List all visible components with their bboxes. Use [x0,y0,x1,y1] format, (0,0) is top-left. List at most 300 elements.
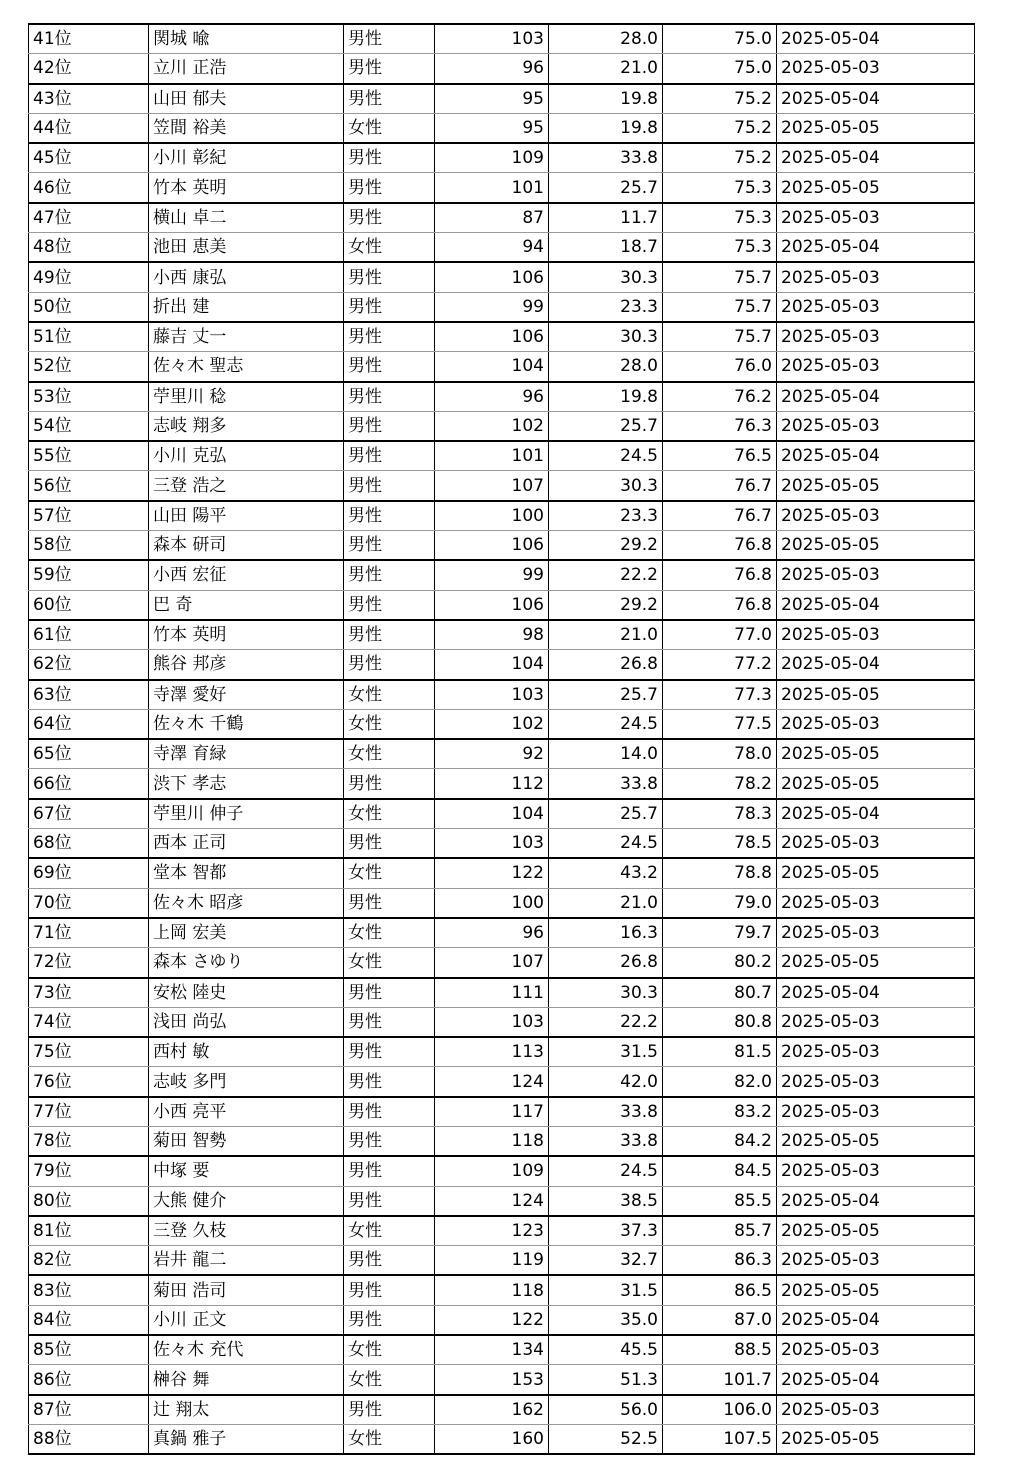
value3-cell: 75.7 [663,262,777,292]
date-cell: 2025-05-03 [777,1007,975,1037]
value1-cell: 107 [435,471,549,501]
value2-cell: 43.2 [549,858,663,888]
date-cell: 2025-05-04 [777,1186,975,1216]
value1-cell: 102 [435,709,549,739]
rank-cell: 71位 [29,918,149,948]
gender-cell: 男性 [344,1156,435,1186]
value3-cell: 87.0 [663,1305,777,1335]
value2-cell: 28.0 [549,352,663,382]
rank-cell: 83位 [29,1275,149,1305]
value2-cell: 16.3 [549,918,663,948]
gender-cell: 男性 [344,888,435,918]
rank-cell: 88位 [29,1424,149,1454]
name-cell: 苧里川 伸子 [149,799,344,829]
gender-cell: 男性 [344,1246,435,1276]
value3-cell: 78.3 [663,799,777,829]
table-row [29,888,975,918]
value3-cell: 75.3 [663,233,777,263]
value3-cell: 79.0 [663,888,777,918]
rank-cell: 63位 [29,680,149,710]
value3-cell: 76.2 [663,382,777,412]
name-cell: 立川 正浩 [149,54,344,84]
date-cell: 2025-05-03 [777,54,975,84]
name-cell: 竹本 英明 [149,173,344,203]
gender-cell: 女性 [344,858,435,888]
gender-cell: 男性 [344,143,435,173]
value1-cell: 162 [435,1395,549,1425]
table-row [29,1246,975,1276]
rank-cell: 85位 [29,1335,149,1365]
value3-cell: 76.3 [663,411,777,441]
name-cell: 榊谷 舞 [149,1365,344,1395]
table-row [29,292,975,322]
value2-cell: 23.3 [549,292,663,322]
date-cell: 2025-05-05 [777,680,975,710]
date-cell: 2025-05-05 [777,769,975,799]
value3-cell: 82.0 [663,1067,777,1097]
name-cell: 山田 陽平 [149,501,344,531]
value3-cell: 80.2 [663,948,777,978]
date-cell: 2025-05-03 [777,292,975,322]
name-cell: 渋下 孝志 [149,769,344,799]
table-row [29,1126,975,1156]
name-cell: 三登 浩之 [149,471,344,501]
value3-cell: 77.5 [663,709,777,739]
value2-cell: 30.3 [549,471,663,501]
value2-cell: 23.3 [549,501,663,531]
name-cell: 折出 建 [149,292,344,322]
date-cell: 2025-05-03 [777,709,975,739]
value2-cell: 24.5 [549,829,663,859]
date-cell: 2025-05-04 [777,978,975,1008]
rank-cell: 78位 [29,1126,149,1156]
rank-cell: 56位 [29,471,149,501]
value2-cell: 18.7 [549,233,663,263]
rank-cell: 57位 [29,501,149,531]
gender-cell: 男性 [344,24,435,54]
rank-cell: 81位 [29,1216,149,1246]
value1-cell: 134 [435,1335,549,1365]
gender-cell: 女性 [344,233,435,263]
value2-cell: 42.0 [549,1067,663,1097]
table-row [29,322,975,352]
gender-cell: 男性 [344,501,435,531]
gender-cell: 女性 [344,1216,435,1246]
value1-cell: 106 [435,531,549,561]
name-cell: 寺澤 愛好 [149,680,344,710]
gender-cell: 男性 [344,1037,435,1067]
rank-cell: 65位 [29,739,149,769]
rank-cell: 79位 [29,1156,149,1186]
rank-cell: 42位 [29,54,149,84]
value3-cell: 75.7 [663,292,777,322]
value3-cell: 86.5 [663,1275,777,1305]
name-cell: 小西 康弘 [149,262,344,292]
value3-cell: 76.7 [663,471,777,501]
value1-cell: 153 [435,1365,549,1395]
gender-cell: 男性 [344,292,435,322]
date-cell: 2025-05-03 [777,203,975,233]
name-cell: 大熊 健介 [149,1186,344,1216]
table-row [29,858,975,888]
value3-cell: 80.7 [663,978,777,1008]
rank-cell: 75位 [29,1037,149,1067]
table-row [29,501,975,531]
date-cell: 2025-05-03 [777,411,975,441]
value3-cell: 75.2 [663,113,777,143]
value1-cell: 104 [435,650,549,680]
value1-cell: 122 [435,1305,549,1335]
value1-cell: 100 [435,501,549,531]
gender-cell: 男性 [344,1395,435,1425]
gender-cell: 男性 [344,1275,435,1305]
value1-cell: 122 [435,858,549,888]
name-cell: 上岡 宏美 [149,918,344,948]
name-cell: 佐々木 昭彦 [149,888,344,918]
table-row [29,918,975,948]
date-cell: 2025-05-03 [777,620,975,650]
rank-cell: 54位 [29,411,149,441]
date-cell: 2025-05-03 [777,352,975,382]
rank-cell: 51位 [29,322,149,352]
name-cell: 笠間 裕美 [149,113,344,143]
value1-cell: 123 [435,1216,549,1246]
value1-cell: 109 [435,143,549,173]
date-cell: 2025-05-03 [777,322,975,352]
name-cell: 中塚 要 [149,1156,344,1186]
value2-cell: 56.0 [549,1395,663,1425]
table-row [29,590,975,620]
name-cell: 藤吉 丈一 [149,322,344,352]
table-row [29,203,975,233]
table-row [29,531,975,561]
table-row [29,84,975,114]
name-cell: 山田 郁夫 [149,84,344,114]
table-row [29,113,975,143]
value2-cell: 21.0 [549,888,663,918]
date-cell: 2025-05-05 [777,531,975,561]
value2-cell: 33.8 [549,143,663,173]
name-cell: 熊谷 邦彦 [149,650,344,680]
table-row [29,978,975,1008]
rank-cell: 49位 [29,262,149,292]
table-row [29,739,975,769]
value2-cell: 14.0 [549,739,663,769]
rank-cell: 50位 [29,292,149,322]
rank-cell: 69位 [29,858,149,888]
date-cell: 2025-05-04 [777,590,975,620]
value3-cell: 83.2 [663,1097,777,1127]
table-row [29,1186,975,1216]
table-row [29,441,975,471]
value2-cell: 24.5 [549,1156,663,1186]
rank-cell: 80位 [29,1186,149,1216]
gender-cell: 男性 [344,620,435,650]
rank-cell: 70位 [29,888,149,918]
name-cell: 浅田 尚弘 [149,1007,344,1037]
rank-cell: 76位 [29,1067,149,1097]
date-cell: 2025-05-03 [777,1097,975,1127]
name-cell: 佐々木 聖志 [149,352,344,382]
rank-cell: 64位 [29,709,149,739]
value1-cell: 124 [435,1067,549,1097]
rank-cell: 60位 [29,590,149,620]
value1-cell: 106 [435,262,549,292]
rank-cell: 72位 [29,948,149,978]
rank-cell: 61位 [29,620,149,650]
name-cell: 菊田 智勢 [149,1126,344,1156]
gender-cell: 男性 [344,322,435,352]
name-cell: 志岐 多門 [149,1067,344,1097]
value1-cell: 103 [435,24,549,54]
table-row [29,173,975,203]
gender-cell: 男性 [344,1067,435,1097]
rank-cell: 74位 [29,1007,149,1037]
date-cell: 2025-05-04 [777,233,975,263]
date-cell: 2025-05-03 [777,1156,975,1186]
value1-cell: 98 [435,620,549,650]
table-row [29,680,975,710]
gender-cell: 男性 [344,471,435,501]
value2-cell: 21.0 [549,620,663,650]
table-row [29,1365,975,1395]
rank-cell: 52位 [29,352,149,382]
gender-cell: 男性 [344,978,435,1008]
table-row [29,233,975,263]
gender-cell: 男性 [344,84,435,114]
name-cell: 苧里川 稔 [149,382,344,412]
rank-cell: 53位 [29,382,149,412]
date-cell: 2025-05-04 [777,84,975,114]
gender-cell: 女性 [344,1335,435,1365]
gender-cell: 男性 [344,203,435,233]
value1-cell: 106 [435,590,549,620]
rank-cell: 45位 [29,143,149,173]
gender-cell: 男性 [344,262,435,292]
rank-cell: 44位 [29,113,149,143]
value1-cell: 118 [435,1126,549,1156]
value1-cell: 107 [435,948,549,978]
value1-cell: 94 [435,233,549,263]
gender-cell: 女性 [344,680,435,710]
table-row [29,709,975,739]
name-cell: 森本 研司 [149,531,344,561]
gender-cell: 女性 [344,709,435,739]
table-row [29,769,975,799]
name-cell: 竹本 英明 [149,620,344,650]
gender-cell: 男性 [344,173,435,203]
value2-cell: 33.8 [549,769,663,799]
value3-cell: 75.2 [663,143,777,173]
name-cell: 池田 恵美 [149,233,344,263]
rank-cell: 77位 [29,1097,149,1127]
date-cell: 2025-05-05 [777,1126,975,1156]
gender-cell: 女性 [344,1365,435,1395]
name-cell: 小西 宏征 [149,560,344,590]
value3-cell: 106.0 [663,1395,777,1425]
name-cell: 真鍋 雅子 [149,1424,344,1454]
name-cell: 三登 久枝 [149,1216,344,1246]
table-row [29,54,975,84]
rank-cell: 68位 [29,829,149,859]
name-cell: 巴 奇 [149,590,344,620]
gender-cell: 男性 [344,1186,435,1216]
rank-cell: 67位 [29,799,149,829]
table-row [29,1275,975,1305]
value2-cell: 25.7 [549,173,663,203]
value3-cell: 75.2 [663,84,777,114]
gender-cell: 男性 [344,411,435,441]
name-cell: 佐々木 充代 [149,1335,344,1365]
value1-cell: 118 [435,1275,549,1305]
value3-cell: 80.8 [663,1007,777,1037]
value1-cell: 103 [435,1007,549,1037]
date-cell: 2025-05-05 [777,1216,975,1246]
table-row [29,262,975,292]
table-row [29,411,975,441]
gender-cell: 女性 [344,739,435,769]
value1-cell: 104 [435,352,549,382]
value3-cell: 88.5 [663,1335,777,1365]
date-cell: 2025-05-04 [777,1365,975,1395]
table-row [29,143,975,173]
value2-cell: 24.5 [549,441,663,471]
rank-cell: 87位 [29,1395,149,1425]
value2-cell: 31.5 [549,1275,663,1305]
gender-cell: 女性 [344,1424,435,1454]
value3-cell: 76.5 [663,441,777,471]
value2-cell: 26.8 [549,948,663,978]
date-cell: 2025-05-03 [777,1395,975,1425]
value3-cell: 76.8 [663,531,777,561]
gender-cell: 男性 [344,590,435,620]
gender-cell: 女性 [344,113,435,143]
table-row [29,1395,975,1425]
table-row [29,1037,975,1067]
table-row [29,829,975,859]
table-row [29,650,975,680]
value2-cell: 30.3 [549,262,663,292]
date-cell: 2025-05-05 [777,948,975,978]
date-cell: 2025-05-03 [777,829,975,859]
rank-cell: 82位 [29,1246,149,1276]
table-row [29,1216,975,1246]
value2-cell: 26.8 [549,650,663,680]
value1-cell: 124 [435,1186,549,1216]
value3-cell: 75.3 [663,173,777,203]
rank-cell: 47位 [29,203,149,233]
name-cell: 西村 敏 [149,1037,344,1067]
value2-cell: 32.7 [549,1246,663,1276]
gender-cell: 男性 [344,650,435,680]
value2-cell: 22.2 [549,1007,663,1037]
name-cell: 辻 翔太 [149,1395,344,1425]
table-row [29,352,975,382]
value3-cell: 76.0 [663,352,777,382]
rank-cell: 59位 [29,560,149,590]
value3-cell: 78.0 [663,739,777,769]
gender-cell: 男性 [344,769,435,799]
name-cell: 横山 卓二 [149,203,344,233]
table-row [29,560,975,590]
name-cell: 堂本 智都 [149,858,344,888]
value2-cell: 30.3 [549,322,663,352]
value1-cell: 87 [435,203,549,233]
value3-cell: 75.3 [663,203,777,233]
date-cell: 2025-05-05 [777,858,975,888]
value1-cell: 99 [435,292,549,322]
value1-cell: 102 [435,411,549,441]
value3-cell: 79.7 [663,918,777,948]
date-cell: 2025-05-05 [777,739,975,769]
value1-cell: 111 [435,978,549,1008]
gender-cell: 女性 [344,948,435,978]
gender-cell: 男性 [344,531,435,561]
table-body [29,24,975,1454]
value2-cell: 29.2 [549,531,663,561]
value3-cell: 84.2 [663,1126,777,1156]
value2-cell: 37.3 [549,1216,663,1246]
value3-cell: 76.8 [663,590,777,620]
name-cell: 小西 亮平 [149,1097,344,1127]
value2-cell: 30.3 [549,978,663,1008]
value1-cell: 113 [435,1037,549,1067]
date-cell: 2025-05-04 [777,143,975,173]
name-cell: 関城 喩 [149,24,344,54]
gender-cell: 男性 [344,1097,435,1127]
gender-cell: 女性 [344,918,435,948]
rank-cell: 48位 [29,233,149,263]
rank-cell: 84位 [29,1305,149,1335]
date-cell: 2025-05-03 [777,1067,975,1097]
rank-cell: 41位 [29,24,149,54]
table-row [29,1007,975,1037]
gender-cell: 男性 [344,829,435,859]
value2-cell: 25.7 [549,411,663,441]
value1-cell: 109 [435,1156,549,1186]
value1-cell: 160 [435,1424,549,1454]
date-cell: 2025-05-04 [777,1305,975,1335]
date-cell: 2025-05-04 [777,382,975,412]
name-cell: 寺澤 育緑 [149,739,344,769]
table-row [29,1305,975,1335]
table-row [29,382,975,412]
date-cell: 2025-05-05 [777,113,975,143]
value3-cell: 107.5 [663,1424,777,1454]
value2-cell: 29.2 [549,590,663,620]
gender-cell: 男性 [344,1007,435,1037]
value1-cell: 119 [435,1246,549,1276]
value3-cell: 78.2 [663,769,777,799]
table-row [29,1424,975,1454]
value3-cell: 76.7 [663,501,777,531]
date-cell: 2025-05-05 [777,1275,975,1305]
value3-cell: 76.8 [663,560,777,590]
name-cell: 小川 克弘 [149,441,344,471]
rank-cell: 43位 [29,84,149,114]
value1-cell: 103 [435,680,549,710]
value2-cell: 22.2 [549,560,663,590]
value1-cell: 104 [435,799,549,829]
rank-cell: 73位 [29,978,149,1008]
rank-cell: 55位 [29,441,149,471]
date-cell: 2025-05-03 [777,1335,975,1365]
value2-cell: 25.7 [549,799,663,829]
date-cell: 2025-05-03 [777,1037,975,1067]
date-cell: 2025-05-03 [777,560,975,590]
value1-cell: 96 [435,382,549,412]
gender-cell: 男性 [344,441,435,471]
